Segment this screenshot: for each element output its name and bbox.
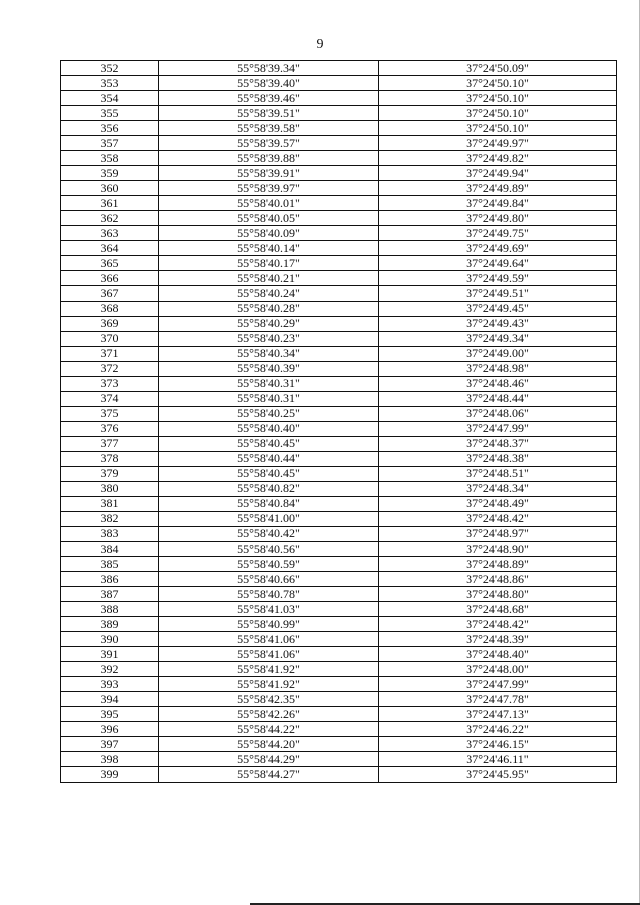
latitude-cell: 55°58'39.57" xyxy=(159,136,379,151)
longitude-cell: 37°24'49.00" xyxy=(379,346,617,361)
table-row xyxy=(61,466,617,481)
table-row xyxy=(61,632,617,647)
latitude-cell: 55°58'40.01" xyxy=(159,196,379,211)
point-number-cell: 386 xyxy=(61,572,159,587)
table-row xyxy=(61,481,617,496)
point-number-cell: 372 xyxy=(61,361,159,376)
page-number: 9 xyxy=(316,37,324,52)
latitude-cell: 55°58'40.59" xyxy=(159,557,379,572)
longitude-cell: 37°24'50.10" xyxy=(379,106,617,121)
latitude-cell: 55°58'40.44" xyxy=(159,451,379,466)
longitude-cell: 37°24'49.51" xyxy=(379,286,617,301)
table-row xyxy=(61,91,617,106)
longitude-cell: 37°24'49.80" xyxy=(379,211,617,226)
longitude-cell: 37°24'48.00" xyxy=(379,662,617,677)
table-row xyxy=(61,106,617,121)
longitude-cell: 37°24'49.82" xyxy=(379,151,617,166)
point-number-cell: 360 xyxy=(61,181,159,196)
longitude-cell: 37°24'48.40" xyxy=(379,647,617,662)
point-number-cell: 368 xyxy=(61,301,159,316)
table-row xyxy=(61,737,617,752)
longitude-cell: 37°24'46.11" xyxy=(379,752,617,767)
latitude-cell: 55°58'41.00" xyxy=(159,511,379,526)
longitude-cell: 37°24'49.45" xyxy=(379,301,617,316)
table-row xyxy=(61,211,617,226)
point-number-cell: 371 xyxy=(61,346,159,361)
table-row xyxy=(61,406,617,421)
point-number-cell: 361 xyxy=(61,196,159,211)
latitude-cell: 55°58'40.66" xyxy=(159,572,379,587)
latitude-cell: 55°58'40.05" xyxy=(159,211,379,226)
latitude-cell: 55°58'39.51" xyxy=(159,106,379,121)
longitude-cell: 37°24'48.46" xyxy=(379,376,617,391)
longitude-cell: 37°24'50.10" xyxy=(379,91,617,106)
longitude-cell: 37°24'50.10" xyxy=(379,76,617,91)
longitude-cell: 37°24'48.89" xyxy=(379,557,617,572)
point-number-cell: 388 xyxy=(61,602,159,617)
point-number-cell: 376 xyxy=(61,421,159,436)
table-row xyxy=(61,376,617,391)
latitude-cell: 55°58'40.25" xyxy=(159,406,379,421)
latitude-cell: 55°58'40.56" xyxy=(159,542,379,557)
point-number-cell: 398 xyxy=(61,752,159,767)
latitude-cell: 55°58'44.29" xyxy=(159,752,379,767)
point-number-cell: 352 xyxy=(61,61,159,76)
table-row xyxy=(61,76,617,91)
longitude-cell: 37°24'49.34" xyxy=(379,331,617,346)
latitude-cell: 55°58'40.09" xyxy=(159,226,379,241)
table-row xyxy=(61,181,617,196)
table-row xyxy=(61,767,617,782)
point-number-cell: 357 xyxy=(61,136,159,151)
latitude-cell: 55°58'39.58" xyxy=(159,121,379,136)
point-number-cell: 378 xyxy=(61,451,159,466)
table-row xyxy=(61,572,617,587)
longitude-cell: 37°24'47.99" xyxy=(379,421,617,436)
point-number-cell: 392 xyxy=(61,662,159,677)
table-row xyxy=(61,602,617,617)
point-number-cell: 384 xyxy=(61,542,159,557)
latitude-cell: 55°58'40.84" xyxy=(159,496,379,511)
point-number-cell: 363 xyxy=(61,226,159,241)
point-number-cell: 353 xyxy=(61,76,159,91)
latitude-cell: 55°58'39.97" xyxy=(159,181,379,196)
longitude-cell: 37°24'46.22" xyxy=(379,722,617,737)
longitude-cell: 37°24'48.42" xyxy=(379,617,617,632)
latitude-cell: 55°58'39.46" xyxy=(159,91,379,106)
longitude-cell: 37°24'48.80" xyxy=(379,587,617,602)
longitude-cell: 37°24'48.38" xyxy=(379,451,617,466)
latitude-cell: 55°58'42.35" xyxy=(159,692,379,707)
table-row xyxy=(61,166,617,181)
point-number-cell: 359 xyxy=(61,166,159,181)
table-row xyxy=(61,752,617,767)
latitude-cell: 55°58'41.06" xyxy=(159,632,379,647)
table-row xyxy=(61,196,617,211)
longitude-cell: 37°24'49.43" xyxy=(379,316,617,331)
latitude-cell: 55°58'40.42" xyxy=(159,526,379,541)
longitude-cell: 37°24'48.90" xyxy=(379,542,617,557)
table-row xyxy=(61,692,617,707)
point-number-cell: 385 xyxy=(61,557,159,572)
table-row xyxy=(61,361,617,376)
longitude-cell: 37°24'48.68" xyxy=(379,602,617,617)
table-row xyxy=(61,617,617,632)
point-number-cell: 366 xyxy=(61,271,159,286)
table-row xyxy=(61,301,617,316)
longitude-cell: 37°24'50.09" xyxy=(379,61,617,76)
latitude-cell: 55°58'40.14" xyxy=(159,241,379,256)
table-row xyxy=(61,662,617,677)
latitude-cell: 55°58'39.34" xyxy=(159,61,379,76)
point-number-cell: 354 xyxy=(61,91,159,106)
latitude-cell: 55°58'40.34" xyxy=(159,346,379,361)
table-row xyxy=(61,331,617,346)
table-row xyxy=(61,421,617,436)
longitude-cell: 37°24'48.37" xyxy=(379,436,617,451)
table-row xyxy=(61,271,617,286)
latitude-cell: 55°58'41.03" xyxy=(159,602,379,617)
point-number-cell: 375 xyxy=(61,406,159,421)
point-number-cell: 395 xyxy=(61,707,159,722)
table-row xyxy=(61,241,617,256)
longitude-cell: 37°24'48.49" xyxy=(379,496,617,511)
table-row xyxy=(61,722,617,737)
point-number-cell: 355 xyxy=(61,106,159,121)
longitude-cell: 37°24'50.10" xyxy=(379,121,617,136)
point-number-cell: 377 xyxy=(61,436,159,451)
point-number-cell: 399 xyxy=(61,767,159,782)
point-number-cell: 390 xyxy=(61,632,159,647)
table-row xyxy=(61,511,617,526)
longitude-cell: 37°24'48.34" xyxy=(379,481,617,496)
longitude-cell: 37°24'46.15" xyxy=(379,737,617,752)
longitude-cell: 37°24'48.51" xyxy=(379,466,617,481)
point-number-cell: 394 xyxy=(61,692,159,707)
longitude-cell: 37°24'47.99" xyxy=(379,677,617,692)
latitude-cell: 55°58'40.29" xyxy=(159,316,379,331)
coordinates-table-body xyxy=(61,61,617,783)
point-number-cell: 374 xyxy=(61,391,159,406)
point-number-cell: 362 xyxy=(61,211,159,226)
latitude-cell: 55°58'39.91" xyxy=(159,166,379,181)
latitude-cell: 55°58'40.45" xyxy=(159,436,379,451)
latitude-cell: 55°58'40.31" xyxy=(159,391,379,406)
point-number-cell: 382 xyxy=(61,511,159,526)
table-row xyxy=(61,346,617,361)
point-number-cell: 358 xyxy=(61,151,159,166)
latitude-cell: 55°58'42.26" xyxy=(159,707,379,722)
longitude-cell: 37°24'49.97" xyxy=(379,136,617,151)
point-number-cell: 369 xyxy=(61,316,159,331)
latitude-cell: 55°58'41.92" xyxy=(159,662,379,677)
table-row xyxy=(61,136,617,151)
longitude-cell: 37°24'48.86" xyxy=(379,572,617,587)
point-number-cell: 370 xyxy=(61,331,159,346)
latitude-cell: 55°58'40.24" xyxy=(159,286,379,301)
latitude-cell: 55°58'40.17" xyxy=(159,256,379,271)
table-row xyxy=(61,61,617,76)
longitude-cell: 37°24'49.94" xyxy=(379,166,617,181)
point-number-cell: 380 xyxy=(61,481,159,496)
point-number-cell: 379 xyxy=(61,466,159,481)
point-number-cell: 393 xyxy=(61,677,159,692)
latitude-cell: 55°58'40.39" xyxy=(159,361,379,376)
table-row xyxy=(61,542,617,557)
longitude-cell: 37°24'49.75" xyxy=(379,226,617,241)
table-row xyxy=(61,587,617,602)
latitude-cell: 55°58'40.40" xyxy=(159,421,379,436)
longitude-cell: 37°24'48.39" xyxy=(379,632,617,647)
point-number-cell: 387 xyxy=(61,587,159,602)
point-number-cell: 389 xyxy=(61,617,159,632)
latitude-cell: 55°58'40.45" xyxy=(159,466,379,481)
table-row xyxy=(61,391,617,406)
latitude-cell: 55°58'44.27" xyxy=(159,767,379,782)
table-row xyxy=(61,436,617,451)
table-row xyxy=(61,647,617,662)
longitude-cell: 37°24'49.89" xyxy=(379,181,617,196)
longitude-cell: 37°24'48.42" xyxy=(379,511,617,526)
table-row xyxy=(61,557,617,572)
point-number-cell: 391 xyxy=(61,647,159,662)
longitude-cell: 37°24'47.78" xyxy=(379,692,617,707)
point-number-cell: 383 xyxy=(61,526,159,541)
point-number-cell: 396 xyxy=(61,722,159,737)
latitude-cell: 55°58'44.20" xyxy=(159,737,379,752)
latitude-cell: 55°58'40.99" xyxy=(159,617,379,632)
latitude-cell: 55°58'44.22" xyxy=(159,722,379,737)
longitude-cell: 37°24'49.64" xyxy=(379,256,617,271)
longitude-cell: 37°24'49.84" xyxy=(379,196,617,211)
table-row xyxy=(61,677,617,692)
latitude-cell: 55°58'40.23" xyxy=(159,331,379,346)
table-row xyxy=(61,151,617,166)
longitude-cell: 37°24'48.44" xyxy=(379,391,617,406)
table-row xyxy=(61,451,617,466)
latitude-cell: 55°58'40.82" xyxy=(159,481,379,496)
latitude-cell: 55°58'39.40" xyxy=(159,76,379,91)
latitude-cell: 55°58'40.28" xyxy=(159,301,379,316)
point-number-cell: 364 xyxy=(61,241,159,256)
latitude-cell: 55°58'40.21" xyxy=(159,271,379,286)
latitude-cell: 55°58'40.31" xyxy=(159,376,379,391)
table-row xyxy=(61,316,617,331)
longitude-cell: 37°24'48.98" xyxy=(379,361,617,376)
point-number-cell: 365 xyxy=(61,256,159,271)
table-row xyxy=(61,226,617,241)
table-row xyxy=(61,707,617,722)
point-number-cell: 356 xyxy=(61,121,159,136)
longitude-cell: 37°24'49.69" xyxy=(379,241,617,256)
longitude-cell: 37°24'47.13" xyxy=(379,707,617,722)
latitude-cell: 55°58'41.92" xyxy=(159,677,379,692)
latitude-cell: 55°58'40.78" xyxy=(159,587,379,602)
point-number-cell: 367 xyxy=(61,286,159,301)
longitude-cell: 37°24'49.59" xyxy=(379,271,617,286)
longitude-cell: 37°24'48.06" xyxy=(379,406,617,421)
longitude-cell: 37°24'48.97" xyxy=(379,526,617,541)
table-row xyxy=(61,286,617,301)
point-number-cell: 397 xyxy=(61,737,159,752)
latitude-cell: 55°58'39.88" xyxy=(159,151,379,166)
longitude-cell: 37°24'45.95" xyxy=(379,767,617,782)
coordinates-table xyxy=(60,60,617,783)
latitude-cell: 55°58'41.06" xyxy=(159,647,379,662)
table-row xyxy=(61,496,617,511)
table-row xyxy=(61,256,617,271)
point-number-cell: 373 xyxy=(61,376,159,391)
table-row xyxy=(61,121,617,136)
table-row xyxy=(61,526,617,541)
point-number-cell: 381 xyxy=(61,496,159,511)
